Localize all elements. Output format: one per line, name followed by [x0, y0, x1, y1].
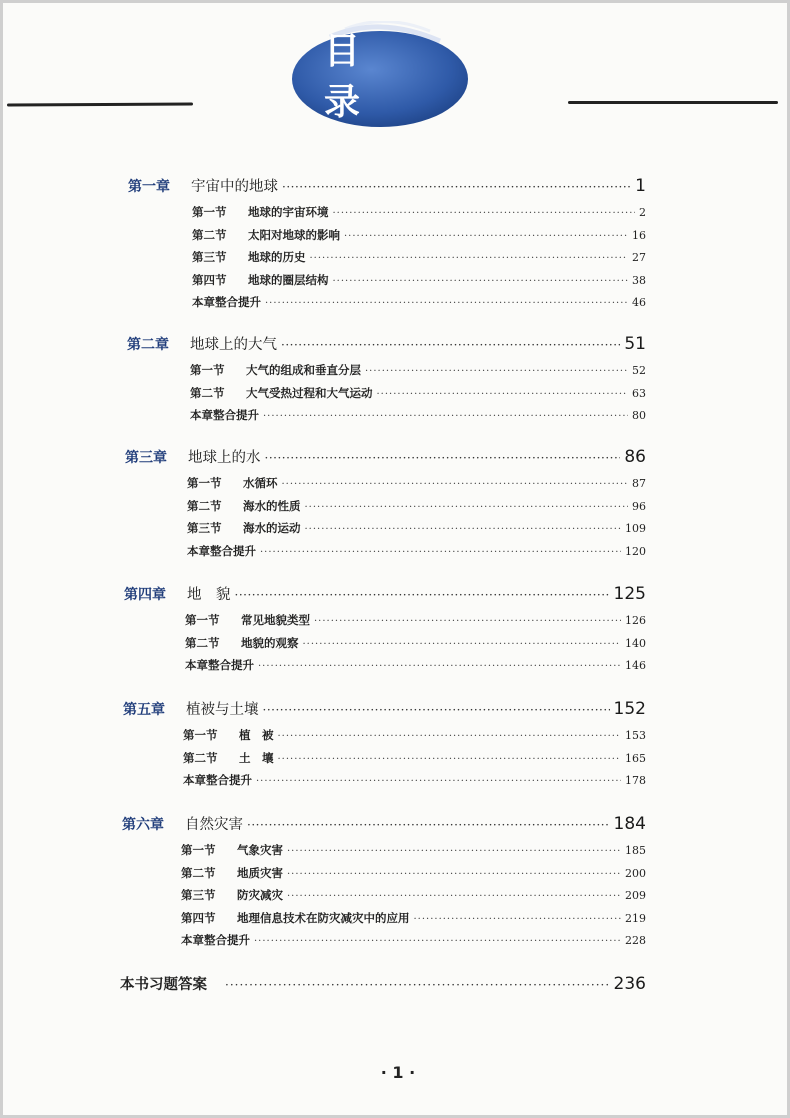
section-page: 52 [632, 364, 646, 377]
dot-leader [314, 616, 621, 627]
section-title: 水循环 [243, 476, 278, 490]
dot-leader [333, 276, 629, 287]
section-title: 本章整合提升 [192, 295, 261, 309]
dot-leader [278, 754, 622, 765]
dot-leader [287, 869, 621, 880]
section-row[interactable] [190, 385, 646, 401]
header-rule-left [7, 103, 193, 107]
dot-leader [414, 914, 622, 925]
section-row[interactable] [185, 635, 646, 651]
dot-leader [333, 208, 636, 219]
page-title: 目 录 [324, 31, 477, 123]
dot-leader [278, 731, 622, 742]
section-title: 本章整合提升 [190, 408, 259, 422]
section-page: 146 [625, 659, 646, 672]
section-row[interactable] [187, 498, 646, 514]
section-title: 常见地貌类型 [241, 613, 310, 627]
chapter-title: 地 貌 [187, 587, 231, 603]
chapter-row[interactable] [125, 446, 646, 467]
section-row[interactable] [181, 932, 646, 948]
section-row[interactable] [181, 865, 646, 881]
chapter-number: 第五章 [123, 702, 165, 718]
section-row[interactable] [190, 407, 646, 423]
section-page: 165 [625, 751, 646, 765]
section-title: 防灾减灾 [237, 888, 283, 902]
section-page: 153 [625, 729, 646, 742]
chapter-title: 植被与土壤 [186, 702, 259, 718]
section-number: 第四节 [181, 910, 216, 925]
answers-page: 236 [613, 974, 646, 994]
dot-leader [282, 180, 631, 194]
page-number: · 1 · [380, 1063, 416, 1082]
section-number: 第二节 [192, 227, 227, 242]
section-row[interactable] [185, 657, 646, 673]
dot-leader [377, 389, 629, 400]
section-page: 209 [625, 889, 646, 902]
section-title: 地理信息技术在防灾减灾中的应用 [237, 910, 410, 925]
section-row[interactable] [183, 727, 646, 743]
section-title: 气象灾害 [237, 843, 283, 857]
dot-leader [303, 639, 622, 650]
section-page: 16 [632, 228, 646, 242]
section-number: 第三节 [187, 521, 222, 535]
chapter-title: 地球上的水 [188, 450, 261, 466]
section-number: 第二节 [187, 498, 222, 513]
dot-leader [256, 776, 621, 787]
header-rule-right [568, 101, 778, 104]
dot-leader [281, 338, 620, 352]
chapter-row[interactable] [127, 333, 646, 354]
section-page: 120 [625, 544, 646, 558]
section-row[interactable] [181, 910, 646, 926]
chapter-row[interactable] [128, 175, 646, 196]
answers-row[interactable] [120, 973, 646, 994]
section-page: 87 [632, 477, 646, 490]
section-title: 土 壤 [239, 750, 274, 765]
dot-leader [254, 936, 621, 947]
section-number: 第二节 [185, 635, 220, 650]
section-title: 地球的历史 [248, 250, 306, 264]
section-title: 地球的圈层结构 [248, 272, 329, 287]
section-number: 第二节 [183, 750, 218, 765]
section-title: 本章整合提升 [185, 658, 254, 672]
section-row[interactable] [181, 887, 646, 903]
section-row[interactable] [190, 362, 646, 378]
section-number: 第一节 [187, 476, 222, 490]
section-row[interactable] [183, 750, 646, 766]
chapter-page: 1 [635, 176, 646, 196]
section-page: 63 [632, 386, 646, 400]
section-title: 太阳对地球的影响 [248, 227, 340, 242]
section-row[interactable] [181, 842, 646, 858]
section-page: 38 [632, 273, 646, 287]
chapter-page: 152 [613, 699, 646, 719]
section-number: 第三节 [192, 250, 227, 264]
section-row[interactable] [192, 227, 646, 243]
dot-leader [247, 818, 610, 832]
section-page: 2 [639, 206, 646, 219]
section-number: 第一节 [181, 843, 216, 857]
section-title: 大气受热过程和大气运动 [246, 385, 373, 400]
dot-leader [265, 451, 621, 465]
chapter-page: 184 [613, 814, 646, 834]
section-title: 大气的组成和垂直分层 [246, 363, 361, 377]
dot-leader [260, 547, 621, 558]
chapter-number: 第一章 [128, 179, 170, 195]
section-title: 地貌的观察 [241, 635, 299, 650]
dot-leader [310, 253, 629, 264]
chapter-page: 125 [613, 584, 646, 604]
section-row[interactable] [187, 543, 646, 559]
section-row[interactable] [192, 272, 646, 288]
section-number: 第二节 [190, 385, 225, 400]
dot-leader [258, 661, 621, 672]
dot-leader [287, 846, 621, 857]
section-title: 地质灾害 [237, 865, 283, 880]
section-title: 本章整合提升 [181, 933, 250, 947]
dot-leader [225, 978, 610, 992]
section-row[interactable] [187, 475, 646, 491]
section-row[interactable] [192, 249, 646, 265]
chapter-number: 第六章 [122, 817, 164, 833]
section-page: 228 [625, 934, 646, 947]
dot-leader [263, 411, 628, 422]
dot-leader [287, 891, 621, 902]
section-page: 96 [632, 499, 646, 513]
section-number: 第一节 [190, 363, 225, 377]
section-row[interactable] [185, 612, 646, 628]
section-page: 200 [625, 866, 646, 880]
section-row[interactable] [192, 204, 646, 220]
chapter-number: 第四章 [124, 587, 166, 603]
answers-title: 本书习题答案 [120, 977, 207, 993]
chapter-row[interactable] [122, 813, 646, 834]
section-number: 第三节 [181, 888, 216, 902]
section-title: 地球的宇宙环境 [248, 205, 329, 219]
chapter-page: 86 [624, 447, 646, 467]
dot-leader [365, 366, 628, 377]
dot-leader [263, 703, 610, 717]
title-badge [290, 21, 477, 131]
dot-leader [305, 524, 622, 535]
section-number: 第四节 [192, 272, 227, 287]
chapter-row[interactable] [123, 698, 646, 719]
section-page: 178 [625, 774, 646, 787]
chapter-number: 第二章 [127, 337, 169, 353]
chapter-number: 第三章 [125, 450, 167, 466]
dot-leader [282, 479, 629, 490]
section-title: 海水的性质 [243, 498, 301, 513]
section-page: 185 [625, 844, 646, 857]
chapter-page: 51 [624, 334, 646, 354]
dot-leader [235, 588, 610, 602]
section-title: 本章整合提升 [183, 773, 252, 787]
dot-leader [305, 502, 629, 513]
chapter-row[interactable] [124, 583, 646, 604]
section-page: 46 [632, 296, 646, 309]
section-page: 80 [632, 409, 646, 422]
section-page: 126 [625, 614, 646, 627]
section-number: 第二节 [181, 865, 216, 880]
chapter-title: 宇宙中的地球 [191, 179, 278, 195]
dot-leader [344, 231, 628, 242]
section-title: 本章整合提升 [187, 543, 256, 558]
section-number: 第一节 [192, 205, 227, 219]
section-page: 27 [632, 251, 646, 264]
section-title: 海水的运动 [243, 521, 301, 535]
section-row[interactable] [192, 294, 646, 310]
section-page: 219 [625, 911, 646, 925]
section-number: 第一节 [185, 613, 220, 627]
section-row[interactable] [187, 520, 646, 536]
chapter-title: 地球上的大气 [190, 337, 277, 353]
section-number: 第一节 [183, 728, 218, 742]
chapter-title: 自然灾害 [185, 817, 243, 833]
section-page: 109 [625, 522, 646, 535]
dot-leader [265, 298, 628, 309]
section-page: 140 [625, 636, 646, 650]
section-row[interactable] [183, 772, 646, 788]
section-title: 植 被 [239, 728, 274, 742]
